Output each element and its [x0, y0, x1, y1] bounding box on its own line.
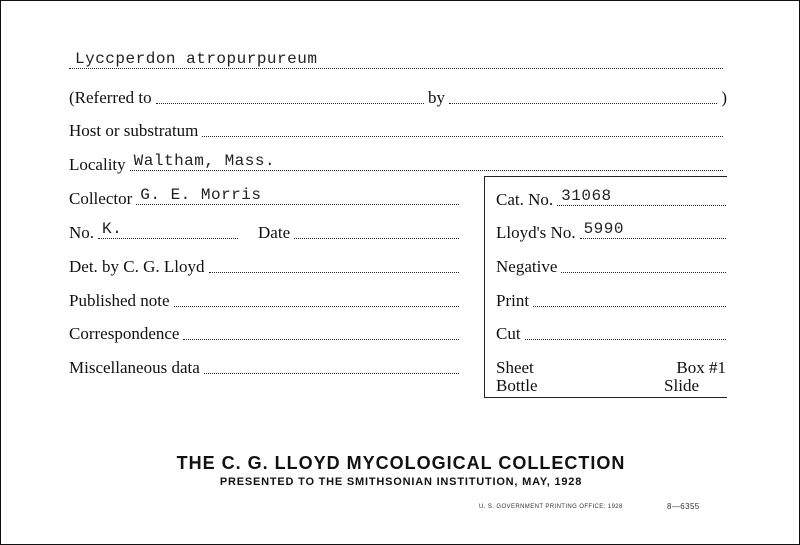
- cut-row: [496, 322, 726, 344]
- cat-value: 31068: [561, 187, 612, 205]
- negative-row: [496, 255, 726, 277]
- negative-line: [561, 272, 726, 273]
- locality-row: [69, 153, 727, 175]
- sheet-label: Sheet: [496, 358, 534, 377]
- host-line: [202, 136, 723, 137]
- cut-line: [525, 339, 726, 340]
- collection-title: THE C. G. LLOYD MYCOLOGICAL COLLECTION: [176, 453, 626, 473]
- species-row: [69, 51, 727, 73]
- collector-label: Collector: [69, 189, 133, 208]
- host-label: Host or substratum: [69, 121, 199, 140]
- det-row: [69, 255, 463, 277]
- no-value: K.: [102, 220, 123, 238]
- printer-imprint: U. S. GOVERNMENT PRINTING OFFICE: 1928: [479, 504, 623, 510]
- collector-row: [69, 187, 463, 209]
- negative-label: Negative: [496, 257, 558, 276]
- print-label: Print: [496, 291, 530, 310]
- box-number-label: Box #1: [676, 358, 726, 377]
- referred-label: (Referred to: [69, 88, 152, 107]
- species-value: Lyccperdon atropurpureum: [75, 50, 318, 68]
- form-number: 8—6355: [667, 502, 700, 511]
- bottle-label: Bottle: [496, 376, 538, 395]
- det-label: Det. by C. G. Lloyd: [69, 257, 205, 276]
- published-line: [174, 306, 459, 307]
- print-line: [533, 306, 726, 307]
- no-date-row: [69, 221, 463, 243]
- correspondence-label: Correspondence: [69, 324, 180, 343]
- species-line: [69, 50, 723, 69]
- collector-line: [136, 186, 459, 205]
- misc-label: Miscellaneous data: [69, 358, 200, 377]
- published-row: [69, 289, 463, 311]
- host-row: [69, 119, 727, 141]
- bottle-row: [496, 374, 726, 396]
- date-label: Date: [258, 223, 291, 242]
- no-label: No.: [69, 223, 95, 242]
- locality-value: Waltham, Mass.: [133, 152, 276, 170]
- misc-row: [69, 356, 463, 378]
- by-label: by: [427, 88, 445, 107]
- slide-label: Slide: [664, 376, 699, 395]
- locality-line: [130, 152, 723, 171]
- cat-line: [557, 187, 726, 206]
- lloyd-line: [580, 220, 726, 239]
- date-line: [294, 238, 459, 239]
- cut-label: Cut: [496, 324, 521, 343]
- published-label: Published note: [69, 291, 170, 310]
- by-line: [449, 103, 717, 104]
- correspondence-line: [183, 339, 459, 340]
- collector-value: G. E. Morris: [140, 186, 262, 204]
- referred-line: [156, 103, 424, 104]
- correspondence-row: [69, 322, 463, 344]
- collection-subtitle: PRESENTED TO THE SMITHSONIAN INSTITUTION, MAY, 1928: [219, 476, 583, 488]
- lloyd-row: [496, 221, 726, 243]
- lloyd-label: Lloyd's No.: [496, 223, 576, 242]
- lloyd-value: 5990: [583, 220, 624, 238]
- det-line: [209, 272, 459, 273]
- cat-label: Cat. No.: [496, 190, 554, 209]
- no-line: [98, 220, 238, 239]
- locality-label: Locality: [69, 155, 126, 174]
- misc-line: [204, 373, 459, 374]
- referred-row: [69, 86, 727, 108]
- print-row: [496, 289, 726, 311]
- cat-row: [496, 188, 726, 210]
- referred-close: ): [721, 88, 728, 107]
